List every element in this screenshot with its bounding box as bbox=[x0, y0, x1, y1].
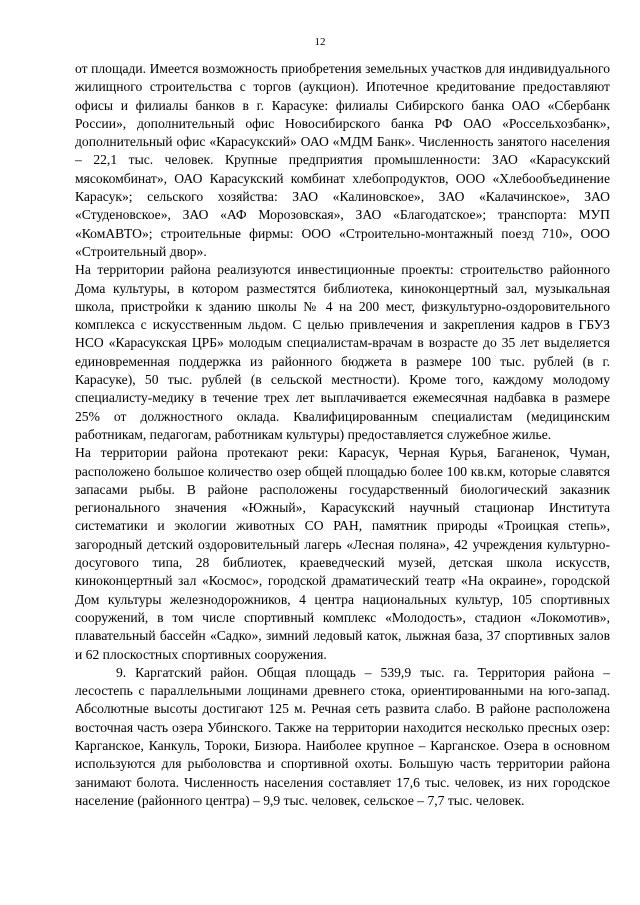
paragraph-kargat-district: 9. Каргатский район. Общая площадь – 539,9 тыс. га. Территория района – лесостепь с параллельными лощинами древнего стока, ориентированными на юго-запад. Абсолютные высоты достигают 125 м. Речная сеть развита слабо. В районе расположена восточная часть озера Убинского. Также на территории находится несколько пресных озер: Карганское, Канкуль, Тороки, Бизюра. Наиболее крупное – Карганское. Озера в основном используются для рыболовства и спортивной охоты. Большую часть территории района занимают болота. Численность населения составляет 17,6 тыс. человек, из них городское население (районного центра) – 9,9 тыс. человек, сельское – 7,7 тыс. человек. bbox=[75, 664, 610, 808]
paragraph-loans-and-industry: от площади. Имеется возможность приобретения земельных участков для индивидуального жилищного строительства с торгов (аукцион). Ипотечное кредитование предоставляют офисы и филиалы банков в г. Карасуке: филиалы Сибирского банка ОАО «Сбербанк России», дополнительный офис Новосибирского банка РФ ОАО «Россельхозбанк», дополнительный офис «Карасукский» ОАО «МДМ Банк». Численность занятого населения – 22,1 тыс. человек. Крупные предприятия промышленности: ЗАО «Карасукский мясокомбинат», ОАО Карасукский комбинат хлебопродуктов, ООО «Хлебообъединение Карасук»; сельского хозяйства: ЗАО «Калиновское», ЗАО «Калачинское», ЗАО «Студеновское», ЗАО «АФ Морозовская», ЗАО «Благодатское»; транспорта: МУП «КомАВТО»; строительные фирмы: ООО «Строительно-монтажный поезд 710», ООО «Строительный двор». bbox=[75, 61, 610, 259]
document-body bbox=[75, 60, 610, 810]
page-number: 12 bbox=[314, 36, 326, 48]
paragraph-nature-and-culture: На территории района протекают реки: Карасук, Черная Курья, Баганенок, Чуман, расположено большое количество озер общей площадью более 100 кв.км, которые славятся запасами рыбы. В районе расположены государственный биологический заказник регионального значения «Южный», Карасукский научный стационар Института систематики и экологии животных СО РАН, памятник природы «Троицкая степь», загородный детский оздоровительный лагерь «Лесная поляна», 42 учреждения культурно-досугового типа, 28 библиотек, краеведческий музей, детская школа искусств, киноконцертный зал «Космос», городской драматический театр «На окраине», городской Дом культуры железнодорожников, 4 центра национальных культур, 105 спортивных сооружений, в том числе спортивный комплекс «Молодость», стадион «Локомотив», плавательный бассейн «Садко», зимний ледовый каток, лыжная база, 37 спортивных залов и 62 плоскостных спортивных сооружения. bbox=[75, 445, 610, 662]
paragraph-investment-projects: На территории района реализуются инвестиционные проекты: строительство районного Дома культуры, в котором разместятся библиотека, киноконцертный зал, музыкальная школа, пристройки к зданию школы № 4 на 200 мест, физкультурно-оздоровительного комплекса с искусственным льдом. С целью привлечения и закрепления кадров в ГБУЗ НСО «Карасукская ЦРБ» молодым специалистам-врачам в возрасте до 35 лет выделяется единовременная поддержка из районного бюджета в размере 100 тыс. рублей (в г. Карасуке), 50 тыс. рублей (в сельской местности). Кроме того, каждому молодому специалисту-медику в течение трех лет выплачивается ежемесячная надбавка в размере 25% от должностного оклада. Квалифицированным специалистам (медицинским работникам, педагогам, работникам культуры) предоставляется служебное жилье. bbox=[75, 262, 610, 442]
